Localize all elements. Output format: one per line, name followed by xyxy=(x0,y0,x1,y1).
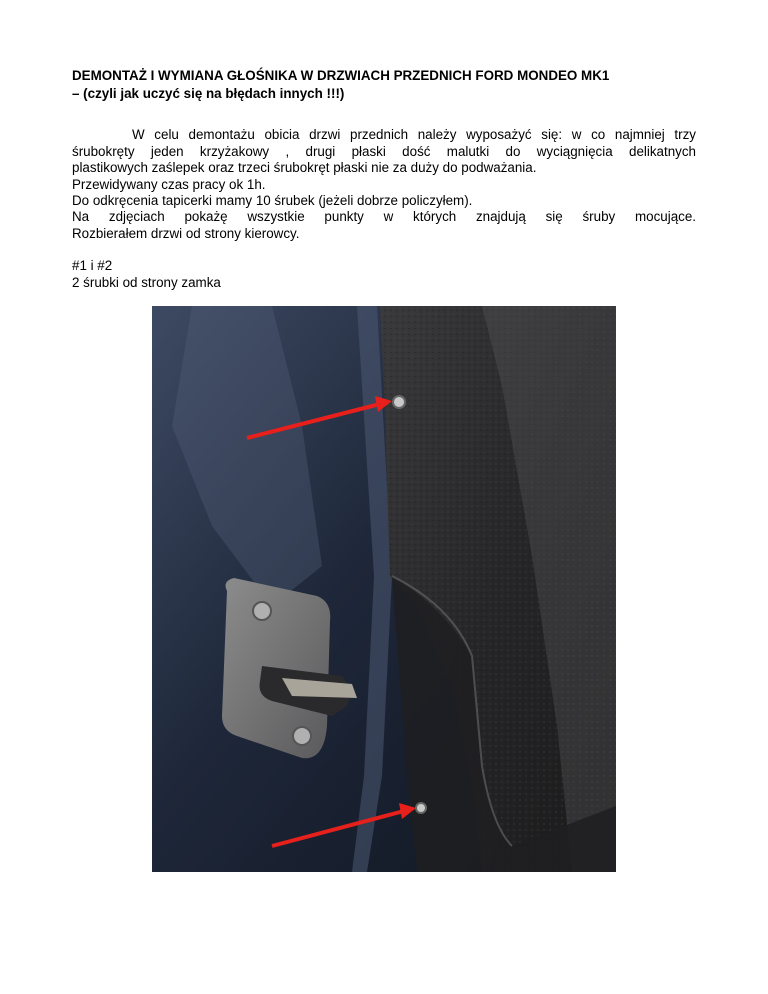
screw-1 xyxy=(393,396,405,408)
latch-screw-bottom xyxy=(293,727,311,745)
door-photo-drawing xyxy=(152,306,616,872)
intro-line-5: Do odkręcenia tapicerki mamy 10 śrubek (jeżeli dobrze policzyłem). xyxy=(72,193,473,208)
intro-line-1: W celu demontażu obicia drzwi przednich należy wyposażyć się: w co najmniej trzy xyxy=(132,127,696,142)
photos-line-2: Rozbierałem drzwi od strony kierowcy. xyxy=(72,225,300,241)
intro-line-2: śrubokręty jeden krzyżakowy , drugi płaski dość malutki do wyciągnięcia delikatnych xyxy=(72,143,696,159)
title-line-1: DEMONTAŻ I WYMIANA GŁOŚNIKA W DRZWIACH PRZEDNICH FORD MONDEO MK1 xyxy=(72,68,610,83)
title-line-2: – (czyli jak uczyć się na błędach innych !!!) xyxy=(72,86,345,101)
intro-paragraph xyxy=(72,127,696,210)
latch-screw-top xyxy=(253,602,271,620)
intro-line-4: Przewidywany czas pracy ok 1h. xyxy=(72,176,266,192)
screw-description: 2 śrubki od strony zamka xyxy=(72,274,221,290)
screw-2 xyxy=(416,803,426,813)
screw-ref: #1 i #2 xyxy=(72,258,113,273)
intro-line-3: plastikowych zaślepek oraz trzeci śrubokręt płaski nie za duży do podważania. xyxy=(72,160,537,175)
screw-caption xyxy=(72,258,696,291)
document-title xyxy=(72,67,712,103)
door-photo xyxy=(152,306,616,872)
photos-line-1: Na zdjęciach pokażę wszystkie punkty w których znajdują się śruby mocujące. xyxy=(72,209,696,224)
photos-paragraph xyxy=(72,209,696,242)
